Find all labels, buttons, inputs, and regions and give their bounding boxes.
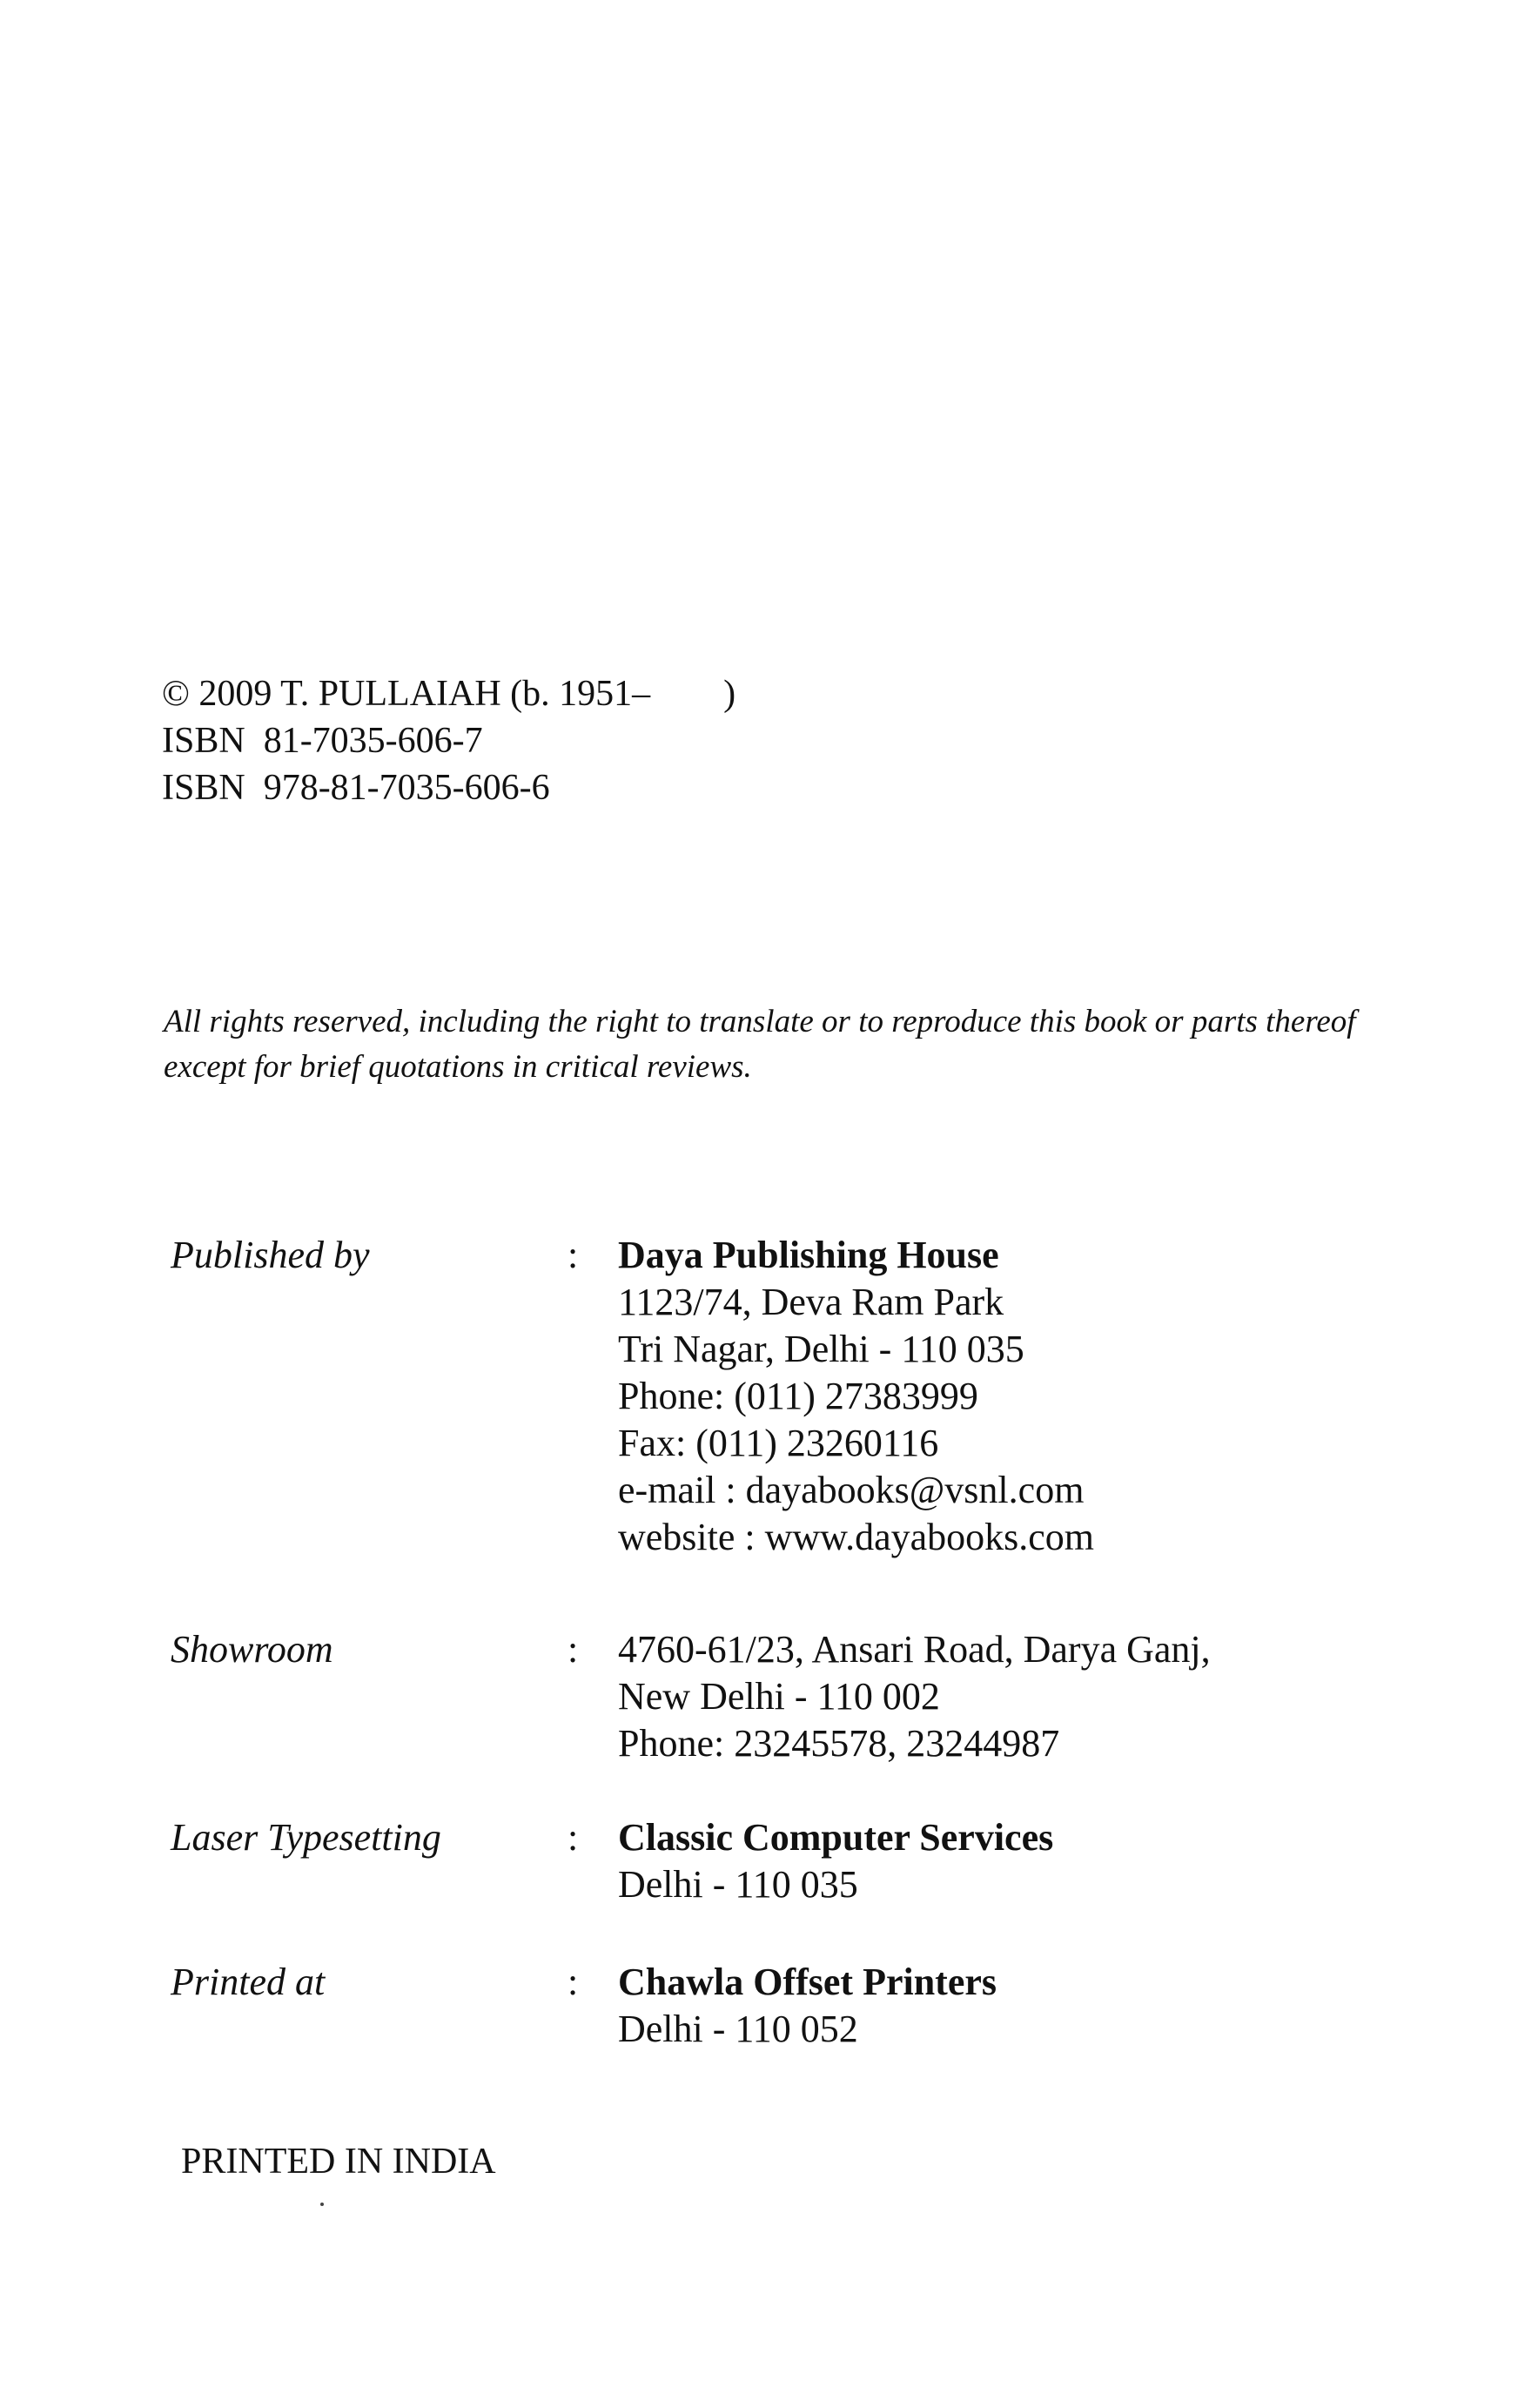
publisher-address-line: Tri Nagar, Delhi - 110 035 [618, 1328, 1024, 1370]
showroom-phone: Phone: 23245578, 23244987 [618, 1722, 1060, 1765]
printer-details [618, 1959, 1488, 2053]
print-speck [320, 2203, 324, 2206]
typesetter-details [618, 1814, 1488, 1908]
publisher-email: e-mail : dayabooks@vsnl.com [618, 1469, 1085, 1511]
showroom-address-line: 4760-61/23, Ansari Road, Darya Ganj, [618, 1628, 1211, 1671]
typesetting-label: Laser Typesetting [171, 1816, 441, 1859]
publisher-website: website : www.dayabooks.com [618, 1516, 1095, 1558]
showroom-colon: : [568, 1628, 579, 1671]
publisher-phone: Phone: (011) 27383999 [618, 1375, 978, 1417]
publisher-fax: Fax: (011) 23260116 [618, 1422, 939, 1464]
isbn-13: ISBN 978-81-7035-606-6 [162, 768, 550, 808]
copyright-line: © 2009 T. PULLAIAH (b. 1951– ) [162, 674, 736, 714]
printer-name: Chawla Offset Printers [618, 1961, 997, 2003]
rights-notice [164, 999, 1504, 1090]
typesetting-colon: : [568, 1816, 579, 1859]
printed-in-india: PRINTED IN INDIA [181, 2142, 496, 2182]
showroom-label: Showroom [171, 1628, 333, 1671]
typesetter-name: Classic Computer Services [618, 1816, 1054, 1859]
showroom-details [618, 1626, 1488, 1767]
published-by-label: Published by [171, 1234, 370, 1276]
typesetter-address-line: Delhi - 110 035 [618, 1863, 858, 1906]
printed-at-colon: : [568, 1961, 579, 2003]
rights-notice-line-1: All rights reserved, including the right to translate or to reproduce this book or parts thereof [164, 1004, 1356, 1039]
rights-notice-line-2: except for brief quotations in critical reviews. [164, 1049, 752, 1085]
copyright-block [162, 670, 735, 811]
showroom-address-line: New Delhi - 110 002 [618, 1675, 940, 1718]
publisher-details [618, 1232, 1488, 1561]
printer-address-line: Delhi - 110 052 [618, 2008, 858, 2050]
publisher-name: Daya Publishing House [618, 1234, 999, 1276]
isbn-10: ISBN 81-7035-606-7 [162, 721, 483, 761]
publisher-address-line: 1123/74, Deva Ram Park [618, 1281, 1004, 1323]
printed-at-label: Printed at [171, 1961, 326, 2003]
published-by-colon: : [568, 1234, 579, 1276]
